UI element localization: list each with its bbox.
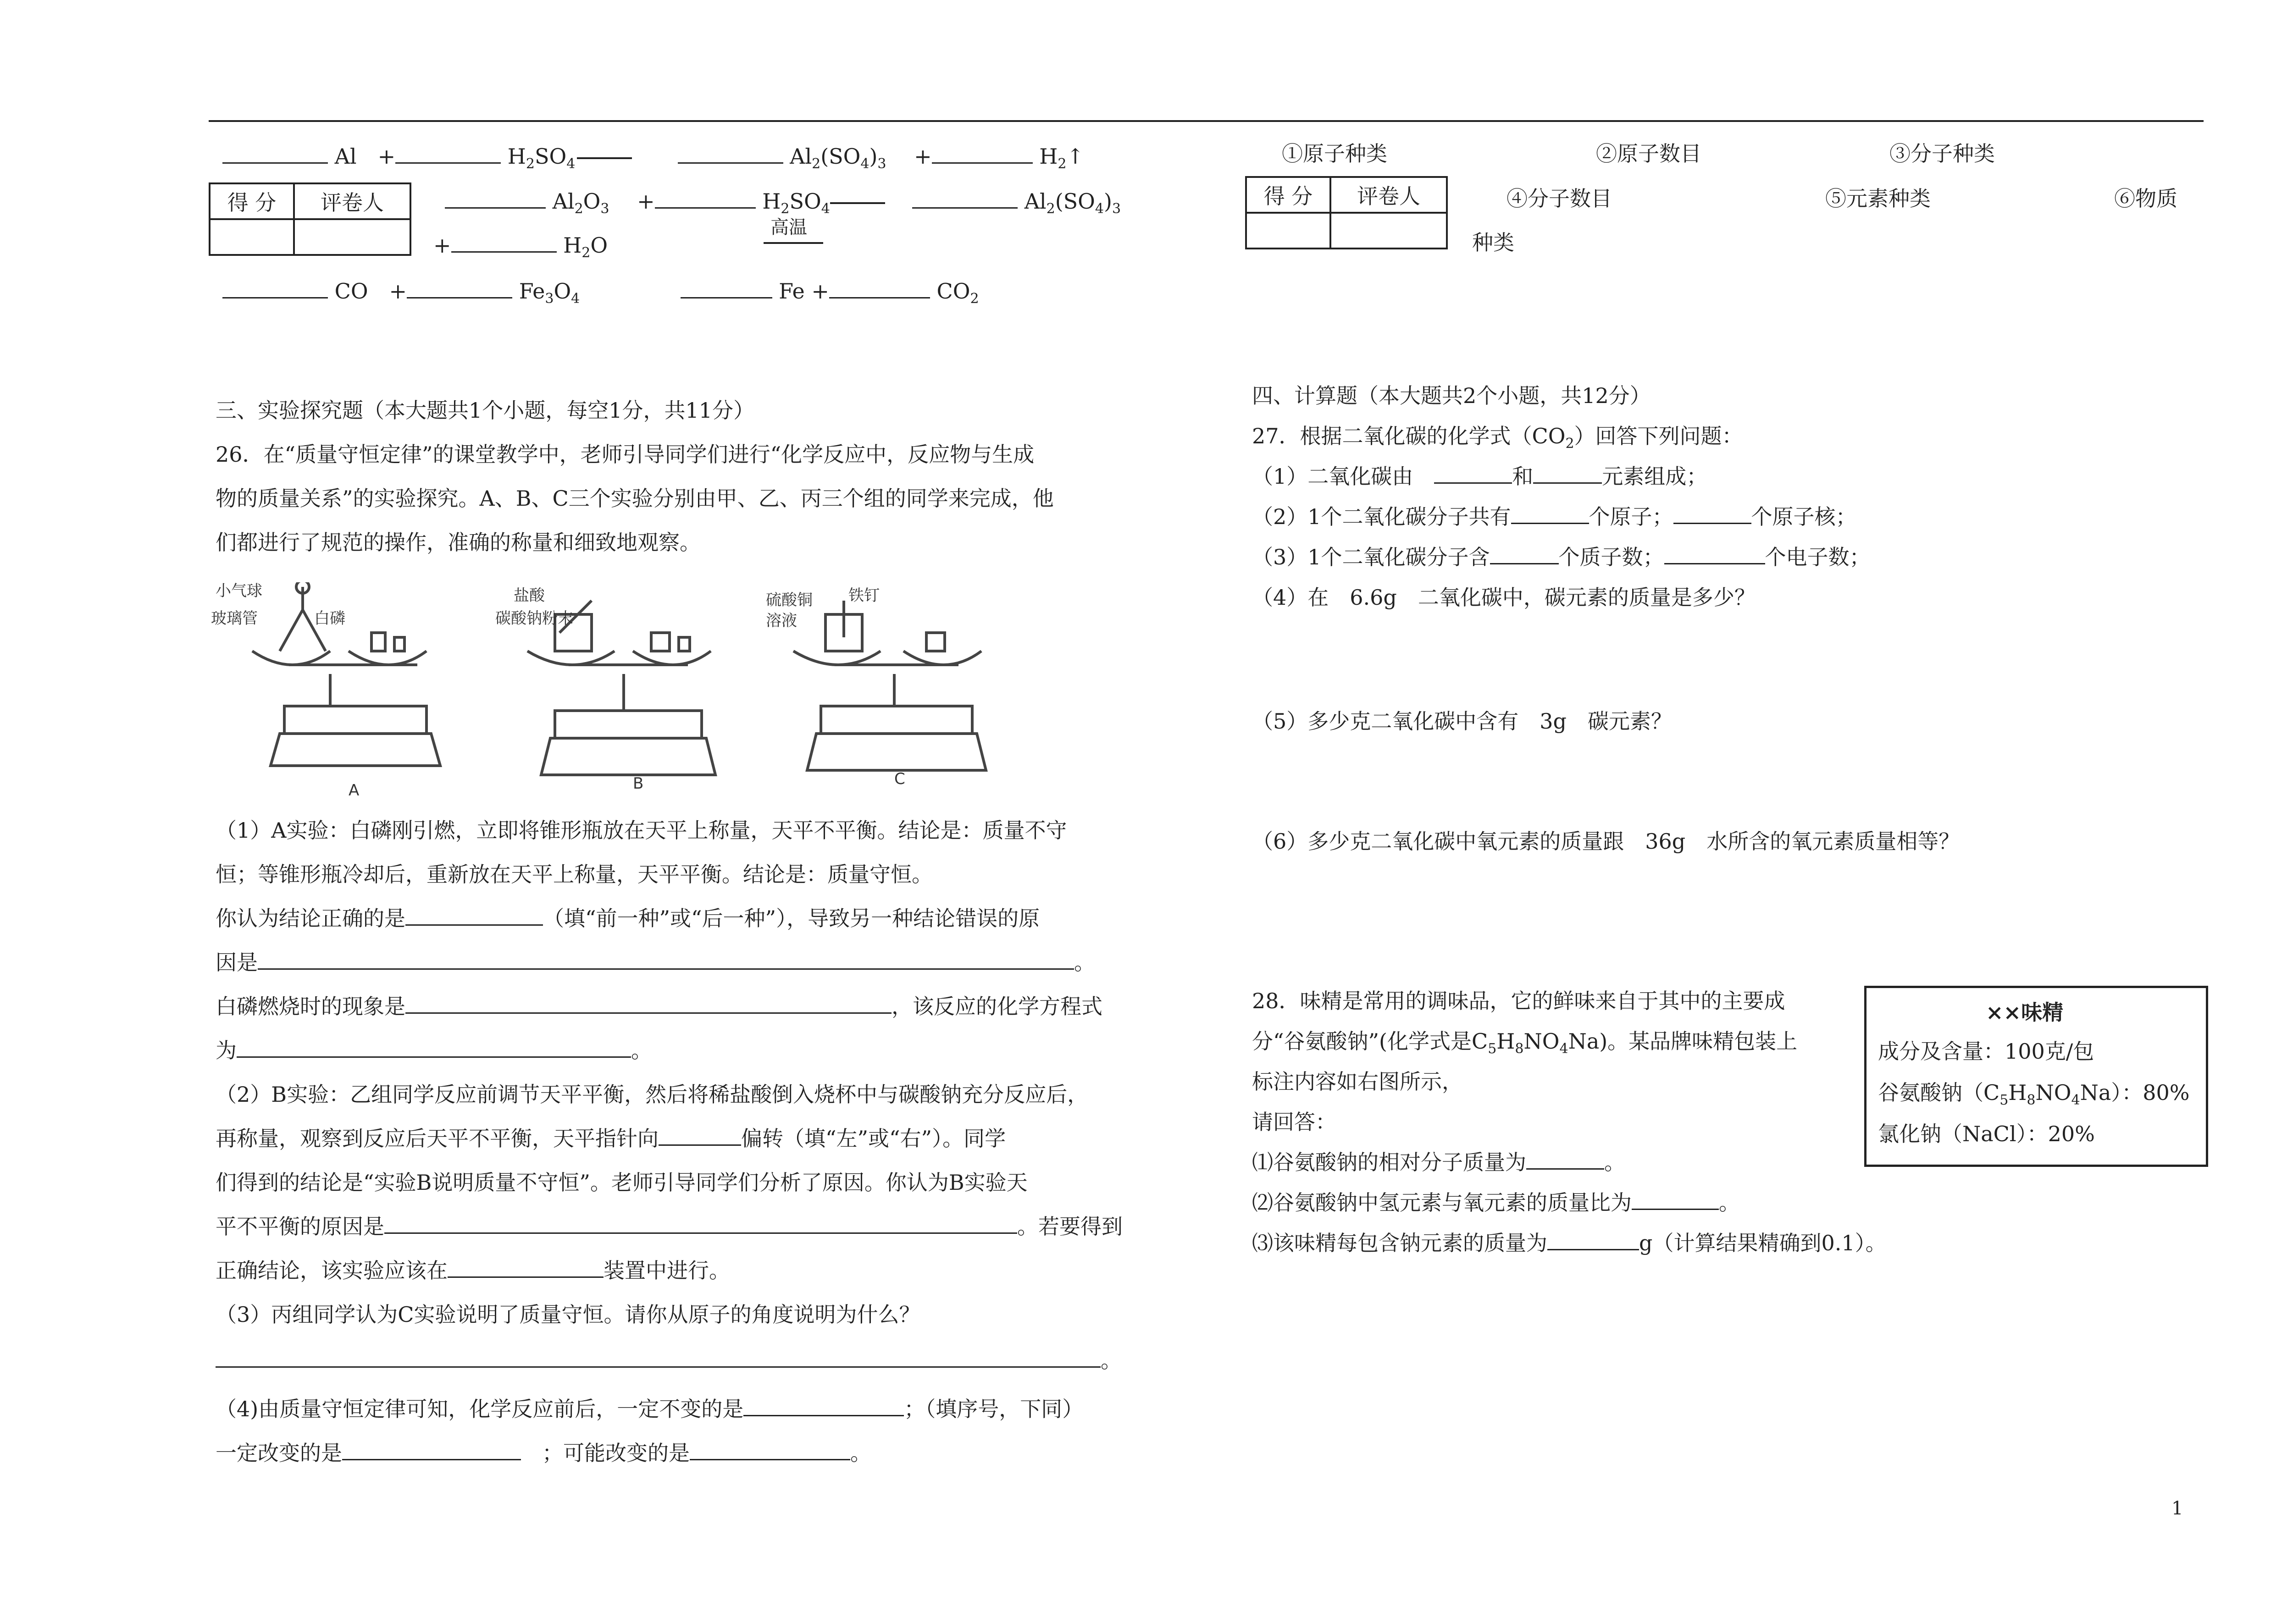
score-table-left [209,182,411,256]
label-line3: 氯化钠（NaCl）：20% [1878,1121,2095,1146]
p1-line1: （1）A实验：白磷刚引燃，立即将锥形瓶放在天平上称量，天平不平衡。结论是：质量不守 [216,818,1067,843]
equation-1: Al + $H_2SO_4$ $Al_2(SO_4)_3$ + $H_2↑$ [222,146,1084,171]
section4-title: 四、计算题（本大题共2个小题，共12分） [1252,383,1651,408]
q27-sub3: （3）1个二氧化碳分子含 个质子数； 个电子数； [1252,545,1871,569]
p1-line5: 白磷燃烧时的现象是 ，该反应的化学方程式 [216,994,1102,1019]
q26-line3: 们都进行了规范的操作，准确的称量和细致地观察。 [216,530,701,555]
p2-line3: 们得到的结论是“实验B说明质量不守恒”。老师引导同学们分析了原因。你认为B实验天 [216,1170,1028,1195]
balance-experiments-figure [211,582,1023,798]
equation-3: CO + $Fe_3O_4$ $Fe + CO_2$ [222,281,979,306]
p4-line1: （4)由质量守恒定律可知，化学反应前后，一定不变的是 ；（填序号，下同） [216,1397,1084,1421]
q27-sub2: （2）1个二氧化碳分子共有 个原子； 个原子核； [1252,504,1857,529]
option-1: ①原子种类 [1282,141,1387,166]
answer-blank[interactable] [690,1459,850,1460]
label-line1: 成分及含量：100克/包 [1878,1039,2094,1064]
blank[interactable] [681,297,772,298]
p3-line1: （3）丙组同学认为C实验说明了质量守恒。请你从原子的角度说明为什么？ [216,1302,920,1327]
label-nail: 铁钉 [848,586,880,605]
answer-blank[interactable] [1434,482,1512,484]
label-glass-tube: 玻璃管 [211,609,258,628]
answer-blank[interactable] [1533,482,1602,484]
score-label: 得 分 [210,183,294,219]
answer-blank[interactable] [1673,523,1751,524]
answer-blank[interactable] [1511,523,1589,524]
answer-blank[interactable] [384,1232,1017,1234]
label-phosphorus: 白磷 [314,609,345,628]
q28-line2: 分“谷氨酸钠”(化学式是$C_5H_8NO_4Na$)。某品牌味精包装上 [1252,1029,1798,1057]
q28-line3: 标注内容如右图所示， [1252,1069,1463,1094]
p1-line4: 因是 。 [216,950,1095,975]
option-4: ④分子数目 [1507,186,1612,211]
q27-sub6: （6）多少克二氧化碳中氧元素的质量跟 36g 水所含的氧元素质量相等？ [1252,829,1960,854]
label-cuso4: 硫酸铜 [766,591,813,609]
blank[interactable] [407,297,512,298]
balance-a [252,582,440,766]
gas-up-arrow-icon: ↑ [1066,144,1085,169]
p3-line2: 。 [216,1350,1122,1371]
arrow-line [577,157,632,159]
p1-line2: 恒；等锥形瓶冷却后，重新放在天平上称量，天平平衡。结论是：质量守恒。 [216,862,933,887]
q27-sub4: （4）在 6.6g 二氧化碳中，碳元素的质量是多少？ [1252,585,1756,610]
equation-2b: + $H_2O$ [433,233,608,261]
label-solution: 溶液 [766,612,797,630]
score-label: 得 分 [1246,177,1330,213]
blank[interactable] [912,207,1018,209]
answer-blank[interactable] [405,1012,892,1014]
blank[interactable] [222,162,328,164]
blank[interactable] [655,207,756,209]
answer-blank[interactable] [405,924,543,926]
label-b: B [633,774,644,793]
grader-label: 评卷人 [1330,177,1447,213]
answer-blank[interactable] [1547,1249,1639,1250]
option-3: ③分子种类 [1889,141,1995,166]
q26-line2: 物的质量关系”的实验探究。A、B、C三个实验分别由甲、乙、丙三个组的同学来完成，他 [216,486,1054,511]
score-table-right [1245,176,1448,249]
blank[interactable] [678,162,783,164]
score-cell[interactable] [1246,213,1330,249]
p2-line1: （2）B实验：乙组同学反应前调节天平平衡，然后将稀盐酸倒入烧杯中与碳酸钠充分反应后， [216,1082,1089,1107]
page-number: 1 [2171,1498,2183,1519]
answer-blank[interactable] [1490,563,1559,564]
q28-line1: 28．味精是常用的调味品，它的鲜味来自于其中的主要成 [1252,989,1785,1013]
p2-line4: 平不平衡的原因是 。若要得到 [216,1214,1123,1239]
grader-cell[interactable] [294,219,410,255]
option-6: ⑥物质 [2114,186,2177,211]
score-cell[interactable] [210,219,294,255]
label-title: ××味精 [1986,1000,2064,1025]
blank[interactable] [451,251,557,253]
p1-line6: 为 。 [216,1038,652,1063]
blank[interactable] [222,297,328,298]
label-na2co3: 碳酸钠粉末 [495,609,573,628]
grader-label: 评卷人 [294,183,410,219]
answer-blank[interactable] [216,1366,1101,1368]
blank[interactable] [395,162,501,164]
answer-blank[interactable] [448,1276,604,1278]
equation-2: $Al_2O_3$ + $H_2SO_4$ $Al_2(SO_4)_3$ [445,191,1121,216]
q27-sub1: （1）二氧化碳由 和 元素组成； [1252,464,1708,489]
arrow-line [830,202,885,204]
q28-ans1: ⑴谷氨酸钠的相对分子质量为 。 [1252,1150,1625,1175]
header-rule [209,120,2204,122]
q26-line1: 26．在“质量守恒定律”的课堂教学中，老师引导同学们进行“化学反应中，反应物与生成 [216,442,1035,467]
option-2: ②原子数目 [1596,141,1701,166]
answer-blank[interactable] [1664,563,1765,564]
blank[interactable] [445,207,546,209]
option-6-cont: 种类 [1472,230,1514,255]
grader-cell[interactable] [1330,213,1447,249]
answer-blank[interactable] [342,1459,521,1460]
blank[interactable] [932,162,1033,164]
blank[interactable] [829,297,930,298]
p1-line3: 你认为结论正确的是 （填“前一种”或“后一种”），导致另一种结论错误的原 [216,906,1040,931]
label-c: C [894,770,905,788]
answer-blank[interactable] [659,1144,741,1146]
answer-blank[interactable] [743,1415,904,1416]
balance-c [793,601,986,770]
label-balloon: 小气球 [216,582,262,600]
q27-sub5: （5）多少克二氧化碳中含有 3g 碳元素？ [1252,709,1672,734]
answer-blank[interactable] [237,1056,631,1058]
label-hcl: 盐酸 [514,586,545,605]
label-line2: 谷氨酸钠$(C_5H_8NO_4Na)$：80% [1878,1080,2190,1109]
option-5: ⑤元素种类 [1825,186,1931,211]
label-a: A [349,781,360,798]
q28-ans2: ⑵谷氨酸钠中氢元素与氧元素的质量比为 。 [1252,1190,1740,1215]
condition-label: 高温 [770,217,807,238]
q28-line4: 请回答： [1252,1110,1336,1134]
p2-line5: 正确结论，该实验应该在 装置中进行。 [216,1258,730,1283]
p2-line2: 再称量，观察到反应后天平不平衡，天平指针向 偏转（填“左”或“右”）。同学 [216,1126,1006,1151]
answer-blank[interactable] [258,968,1074,970]
condition-line [764,242,823,244]
q28-ans3: ⑶该味精每包含钠元素的质量为 g（计算结果精确到0.1）。 [1252,1231,1887,1255]
section3-title: 三、实验探究题（本大题共1个小题，每空1分，共11分） [216,398,755,423]
answer-blank[interactable] [1526,1168,1604,1170]
q27-stem: 27．根据二氧化碳的化学式$(CO_2)$回答下列问题： [1252,424,1743,452]
p4-line2: 一定改变的是 ；可能改变的是 。 [216,1441,871,1465]
answer-blank[interactable] [1632,1209,1719,1210]
